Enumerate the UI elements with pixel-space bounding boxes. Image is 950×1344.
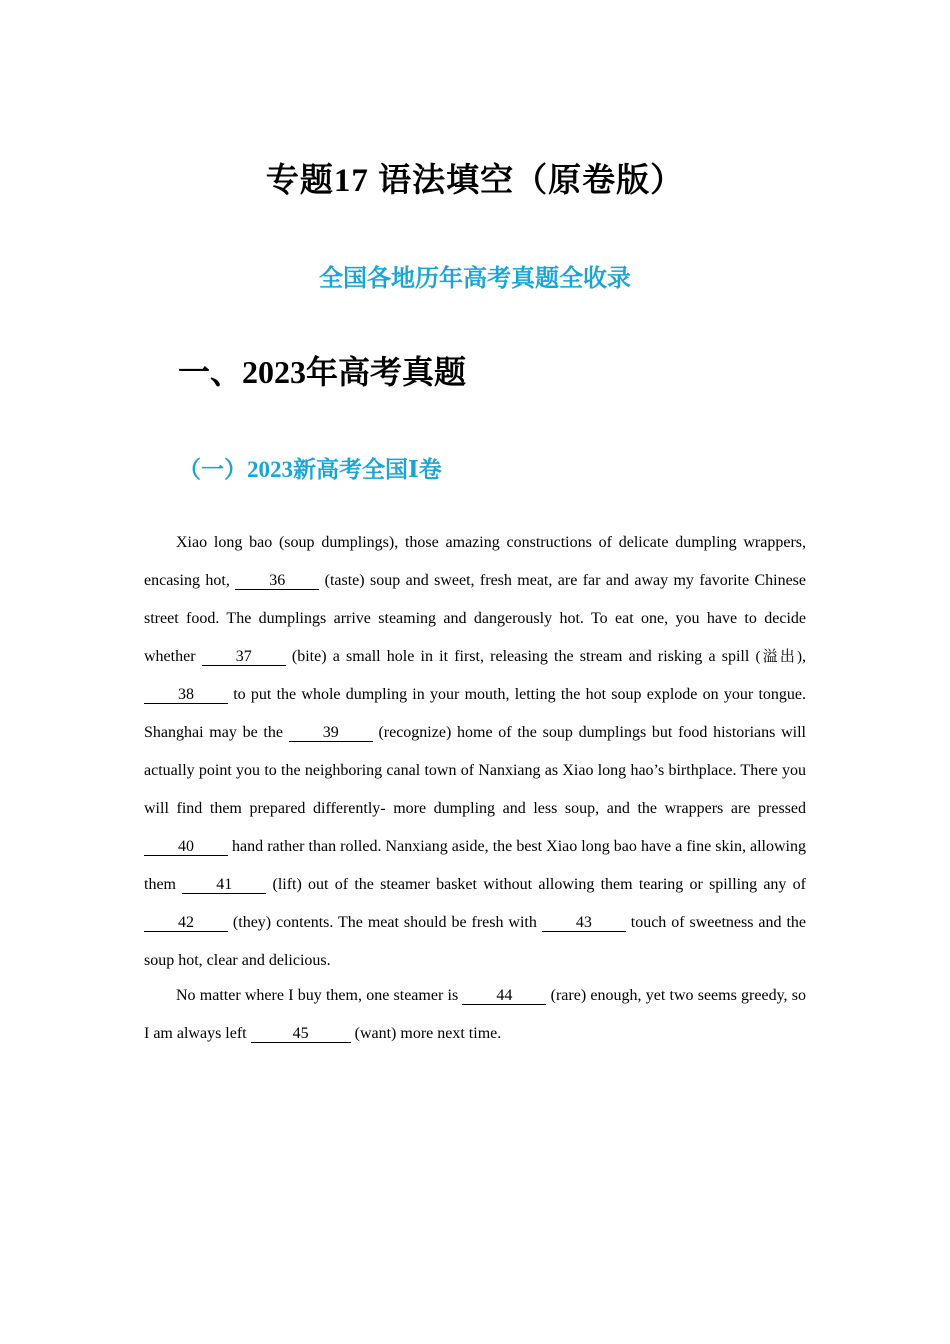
blank-36[interactable]: 36	[235, 572, 319, 590]
document-title: 专题17 语法填空（原卷版）	[265, 163, 685, 199]
passage-text: (they) contents. The meat should be fresh with	[228, 914, 542, 931]
passage-text: ,	[802, 648, 806, 665]
passage-paragraph-2	[144, 977, 806, 1053]
sub-heading: （一）2023新高考全国Ⅰ卷	[178, 457, 442, 482]
passage-text: (taste) soup and sweet, fresh meat, are far and away my favorite Chinese street food. The dumplings arrive steaming and dangerously hot. To eat one, you have to decide whether	[144, 572, 807, 665]
passage-text: touch of sweetness and the soup hot, clear and delicious.	[144, 914, 807, 969]
blank-37[interactable]: 37	[202, 648, 286, 666]
passage-text: (bite) a small hole in it first, releasing the stream and risking a spill	[285, 648, 756, 665]
blank-43[interactable]: 43	[542, 914, 626, 932]
blank-42[interactable]: 42	[144, 914, 228, 932]
passage-text: (rare) enough, yet two seems greedy, so I am always left	[144, 987, 807, 1042]
passage-text: (recognize) home of the soup dumplings but food historians will actually point you to the neighboring canal town of Nanxiang as Xiao long hao’s birthplace. There you will find them prepared differently- more dumpling and less soup, and the wrappers are pressed	[144, 724, 806, 817]
passage-text: to put the whole dumpling in your mouth, letting the hot soup explode on your tongue. Shanghai may be the	[144, 686, 806, 741]
blank-44[interactable]: 44	[462, 987, 546, 1005]
passage-text: Xiao long bao (soup dumplings), those amazing constructions of delicate dumpling wrappers, encasing hot,	[144, 534, 806, 589]
blank-45[interactable]: 45	[251, 1025, 351, 1043]
document-subtitle: 全国各地历年高考真题全收录	[319, 266, 631, 292]
cloze-passage	[144, 524, 806, 1053]
passage-paragraph-1	[144, 524, 806, 980]
section-heading: 一、2023年高考真题	[178, 354, 467, 390]
passage-text: hand rather than rolled. Nanxiang aside, the best Xiao long bao have a fine skin, allowing them	[144, 838, 806, 893]
chinese-gloss: (溢出)	[755, 649, 802, 665]
passage-text: (want) more next time.	[350, 1025, 502, 1042]
passage-text: (lift) out of the steamer basket without allowing them tearing or spilling any of	[266, 876, 807, 893]
blank-41[interactable]: 41	[182, 876, 266, 894]
blank-40[interactable]: 40	[144, 838, 228, 856]
passage-text: No matter where I buy them, one steamer is	[176, 987, 463, 1004]
blank-38[interactable]: 38	[144, 686, 228, 704]
blank-39[interactable]: 39	[289, 724, 373, 742]
